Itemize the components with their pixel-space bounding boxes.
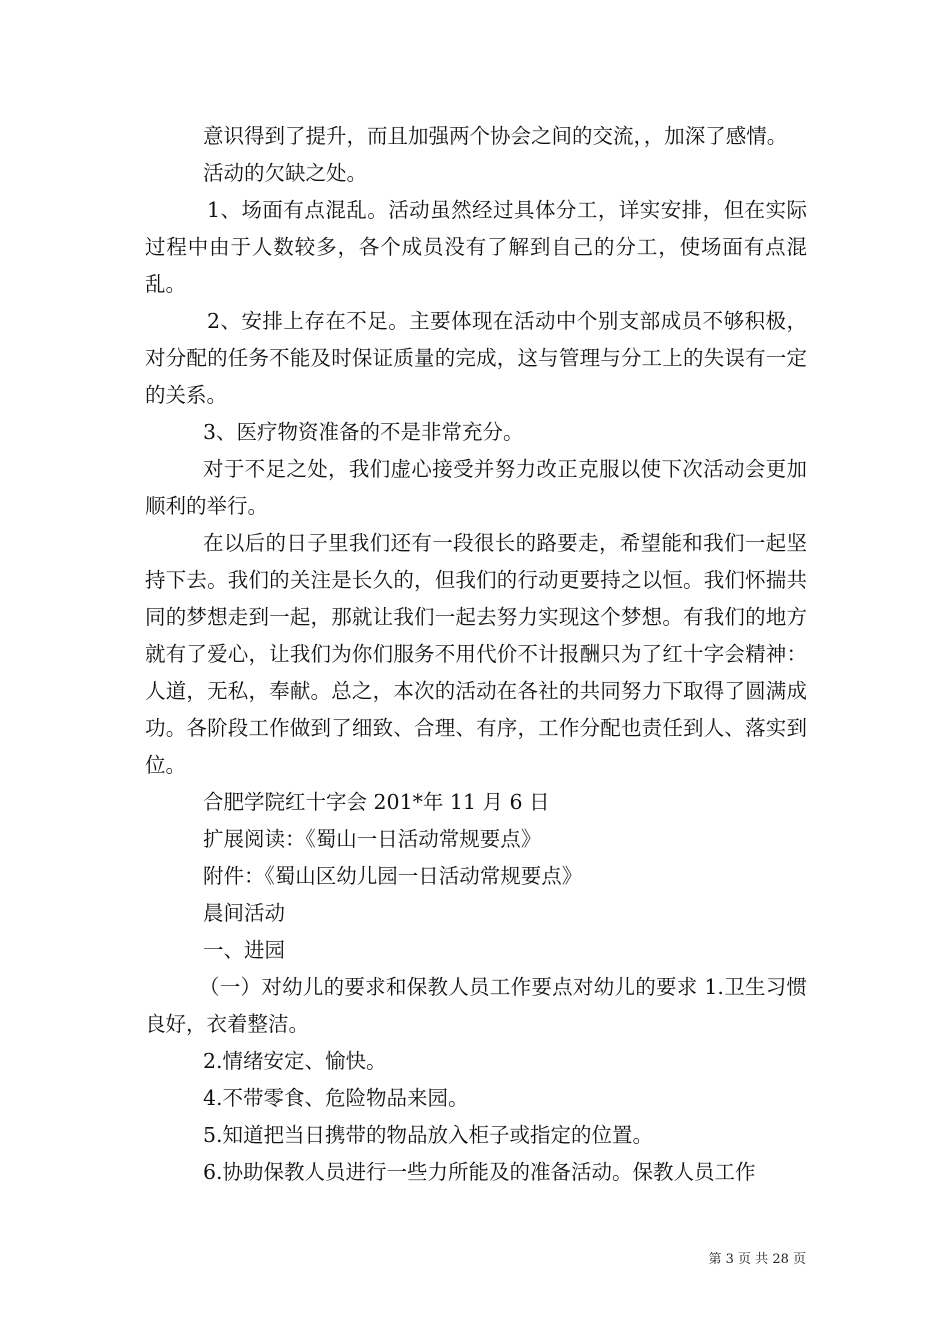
paragraph-7: 在以后的日子里我们还有一段很长的路要走，希望能和我们一起坚持下去。我们的关注是长久的，但我们的行动更要持之以恒。我们怀揣共同的梦想走到一起，那就让我们一起去努力实现这个梦想。有我们的地方就有了爱心，让我们为你们服务不用代价不计报酬只为了红十字会精神：人道，无私，奉献。总之，本次的活动在各社的共同努力下取得了圆满成功。各阶段工作做到了细致、合理、有序，工作分配也责任到人、落实到位。 bbox=[145, 531, 807, 777]
paragraph-3: 1、场面有点混乱。活动虽然经过具体分工，详实安排，但在实际过程中由于人数较多，各个成员没有了解到自己的分工，使场面有点混乱。 bbox=[145, 198, 807, 296]
paragraph-4: 2、安排上存在不足。主要体现在活动中个别支部成员不够积极，对分配的任务不能及时保证质量的完成，这与管理与分工上的失误有一定的关系。 bbox=[145, 309, 807, 407]
paragraph-6: 对于不足之处，我们虚心接受并努力改正克服以使下次活动会更加顺利的举行。 bbox=[145, 457, 807, 518]
signature-date: 合肥学院红十字会 201*年 11 月 6 日 bbox=[203, 790, 550, 814]
paragraph-1: 意识得到了提升，而且加强两个协会之间的交流，，加深了感情。 bbox=[203, 124, 788, 148]
attachment-title: 附件：《蜀山区幼儿园一日活动常规要点》 bbox=[203, 864, 583, 888]
section-heading-morning: 晨间活动 bbox=[203, 901, 285, 925]
paragraph-5: 3、医疗物资准备的不是非常充分。 bbox=[203, 420, 524, 444]
list-item-5: 5.知道把当日携带的物品放入柜子或指定的位置。 bbox=[203, 1123, 654, 1147]
paragraph-requirements: （一）对幼儿的要求和保教人员工作要点对幼儿的要求 1.卫生习惯良好，衣着整洁。 bbox=[145, 975, 807, 1036]
list-item-4: 4.不带零食、危险物品来园。 bbox=[203, 1086, 469, 1110]
list-item-6: 6.协助保教人员进行一些力所能及的准备活动。保教人员工作 bbox=[203, 1160, 756, 1184]
extended-reading: 扩展阅读：《蜀山一日活动常规要点》 bbox=[203, 827, 542, 851]
page-number-footer: 第 3 页 共 28 页 bbox=[708, 1252, 806, 1267]
document-body bbox=[145, 118, 807, 1191]
section-heading-entry: 一、进园 bbox=[203, 938, 285, 962]
list-item-2: 2.情绪安定、愉快。 bbox=[203, 1049, 387, 1073]
paragraph-2: 活动的欠缺之处。 bbox=[203, 161, 367, 185]
